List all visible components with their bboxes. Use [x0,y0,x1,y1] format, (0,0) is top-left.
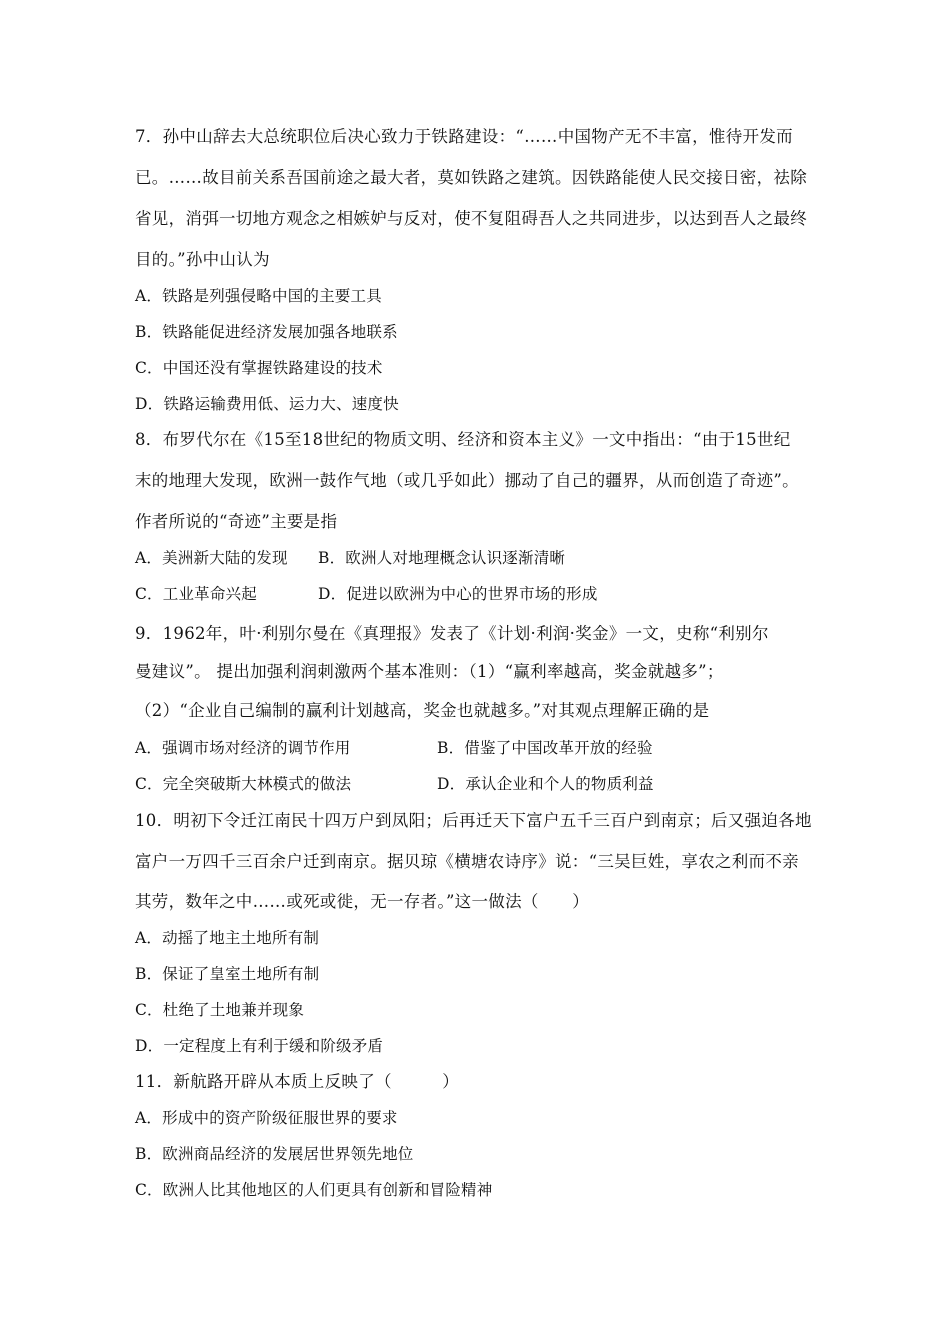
question-9-option-b: B．借鉴了中国改革开放的经验 [437,739,653,757]
question-11-stem-line-1: 11．新航路开辟从本质上反映了（ ） [135,1072,459,1091]
question-10-stem-line-1: 10．明初下令迁江南民十四万户到凤阳；后再迁天下富户五千三百户到南京；后又强迫各地 [135,811,812,830]
question-9-option-d: D．承认企业和个人的物质利益 [437,775,654,793]
question-8-option-row-1 [135,547,830,569]
question-10-stem-line-3: 其劳，数年之中……或死或徙，无一存者。”这一做法（ ） [135,892,590,911]
question-10-option-d: D．一定程度上有利于缓和阶级矛盾 [135,1037,384,1055]
question-8-option-b: B．欧洲人对地理概念认识逐渐清晰 [318,549,566,567]
question-10-option-c: C．杜绝了土地兼并现象 [135,1001,305,1019]
question-8-stem-line-1: 8．布罗代尔在《15至18世纪的物质文明、经济和资本主义》一文中指出：“由于15世纪 [135,430,791,449]
question-8-option-row-2 [135,583,830,605]
question-9-option-c: C．完全突破斯大林模式的做法 [135,775,352,793]
question-7-option-d: D．铁路运输费用低、运力大、速度快 [135,395,399,413]
question-8-option-a: A．美洲新大陆的发现 [135,549,288,567]
question-8-option-c: C．工业革命兴起 [135,585,257,603]
question-7-stem-line-4: 目的。”孙中山认为 [135,250,270,269]
question-10-option-a: A．动摇了地主土地所有制 [135,929,320,947]
question-11-option-a: A．形成中的资产阶级征服世界的要求 [135,1109,398,1127]
question-8-stem-line-2: 末的地理大发现，欧洲一鼓作气地（或几乎如此）挪动了自己的疆界，从而创造了奇迹”。 [135,471,799,490]
question-7-option-b: B．铁路能促进经济发展加强各地联系 [135,323,398,341]
question-8-stem-line-3: 作者所说的“奇迹”主要是指 [135,512,338,531]
question-10-stem-line-2: 富户一万四千三百余户迁到南京。据贝琼《横塘农诗序》说：“三吴巨姓，享农之利而不亲 [135,852,799,871]
question-9-stem-line-3: （2）“企业自己编制的赢利计划越高，奖金也就越多。”对其观点理解正确的是 [135,701,710,720]
question-8-option-d: D．促进以欧洲为中心的世界市场的形成 [318,585,598,603]
question-7-option-c: C．中国还没有掌握铁路建设的技术 [135,359,383,377]
question-11-option-c: C．欧洲人比其他地区的人们更具有创新和冒险精神 [135,1181,493,1199]
question-9-stem-line-2: 曼建议”。 提出加强利润刺激两个基本准则：（1）“赢利率越高，奖金就越多”； [135,662,724,681]
question-11-option-b: B．欧洲商品经济的发展居世界领先地位 [135,1145,414,1163]
question-9-option-row-1 [135,737,830,759]
question-9-option-row-2 [135,773,830,795]
question-7-stem-line-2: 已。……故目前关系吾国前途之最大者，莫如铁路之建筑。因铁路能使人民交接日密，祛除 [135,168,807,187]
question-9-stem-line-1: 9．1962年，叶·利别尔曼在《真理报》发表了《计划·利润·奖金》一文，史称“利别尔 [135,624,769,643]
question-7-stem-line-3: 省见，消弭一切地方观念之相嫉妒与反对，使不复阻碍吾人之共同进步，以达到吾人之最终 [135,209,807,228]
question-7-option-a: A．铁路是列强侵略中国的主要工具 [135,287,382,305]
question-9-option-a: A．强调市场对经济的调节作用 [135,739,351,757]
question-7-stem-line-1: 7．孙中山辞去大总统职位后决心致力于铁路建设：“……中国物产无不丰富，惟待开发而 [135,127,793,146]
question-10-option-b: B．保证了皇室土地所有制 [135,965,320,983]
